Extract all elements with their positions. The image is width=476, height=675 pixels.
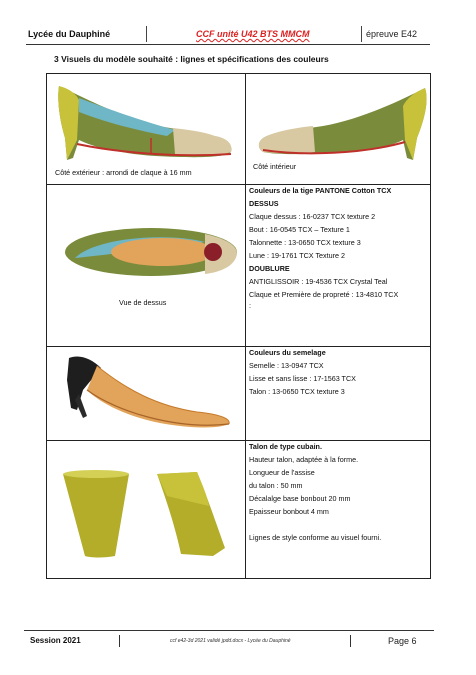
spec-line: Semelle : 13-0947 TCX [249,361,324,370]
spec-line: Bout : 16-0545 TCX – Texture 1 [249,225,350,234]
spec-line: Décalalge base bonbout 20 mm [249,494,351,503]
footer-rule [24,630,434,631]
page-header [26,24,430,44]
spec-line: Epaisseur bonbout 4 mm [249,507,329,516]
spec-table [46,73,431,579]
spec-line: du talon : 50 mm [249,481,303,490]
spec-line: Talonnette : 13-0650 TCX texture 3 [249,238,361,247]
footer-divider [119,635,120,647]
caption-top-view: Vue de dessus [119,298,167,307]
header-divider [146,26,147,42]
upper-colors-heading: Couleurs de la tige PANTONE Cotton TCX [249,186,392,195]
spacer [249,518,429,531]
sole-colors-block [249,346,429,398]
spec-line: Hauteur talon, adaptée à la forme. [249,455,359,464]
spec-line: Claque dessus : 16-0237 TCX texture 2 [249,212,376,221]
spec-line: ANTIGLISSOIR : 19-4536 TCX Crystal Teal [249,277,388,286]
caption-exterior: Côté extérieur : arrondi de claque à 16 mm [55,168,192,177]
sole-colors-heading: Couleurs du semelage [249,348,326,357]
sole-image [57,350,237,434]
file-name: ccf e42-3d 2021 validé jpdd.docx - Lycée du Dauphiné [170,638,291,644]
heel-specs-block [249,440,429,544]
header-divider [361,26,362,42]
heel-images [57,466,237,566]
shoe-exterior-side-image [55,78,241,168]
spec-line: Claque et Première de propreté : 13-4810 TCX [249,290,399,299]
page-footer [24,630,434,650]
heel-heading: Talon de type cubain. [249,442,322,451]
upper-colors-block [249,184,429,312]
school-name: Lycée du Dauphiné [28,29,111,39]
header-rule [26,44,430,45]
shoe-top-view-image [55,214,241,294]
shoe-interior-side-image [253,78,429,162]
dessus-heading: DESSUS [249,199,279,208]
spec-line: Talon : 13-0650 TCX texture 3 [249,387,345,396]
spec-line: Lisse et sans lisse : 17-1563 TCX [249,374,356,383]
spec-line: : [249,301,251,310]
section-title: 3 Visuels du modèle souhaité : lignes et spécifications des couleurs [54,54,329,64]
spec-line: Longueur de l'assise [249,468,315,477]
spec-line: Lune : 19-1761 TCX Texture 2 [249,251,346,260]
session-label: Session 2021 [30,636,81,645]
footer-divider [350,635,351,647]
epreuve-label: épreuve E42 [366,29,418,39]
page-number: Page 6 [388,636,417,646]
table-column-divider [245,74,246,578]
caption-interior: Côté intérieur [253,162,297,171]
exam-title: CCF unité U42 BTS MMCM [196,29,310,39]
doublure-heading: DOUBLURE [249,264,290,273]
spec-line: Lignes de style conforme au visuel fourni. [249,533,382,542]
